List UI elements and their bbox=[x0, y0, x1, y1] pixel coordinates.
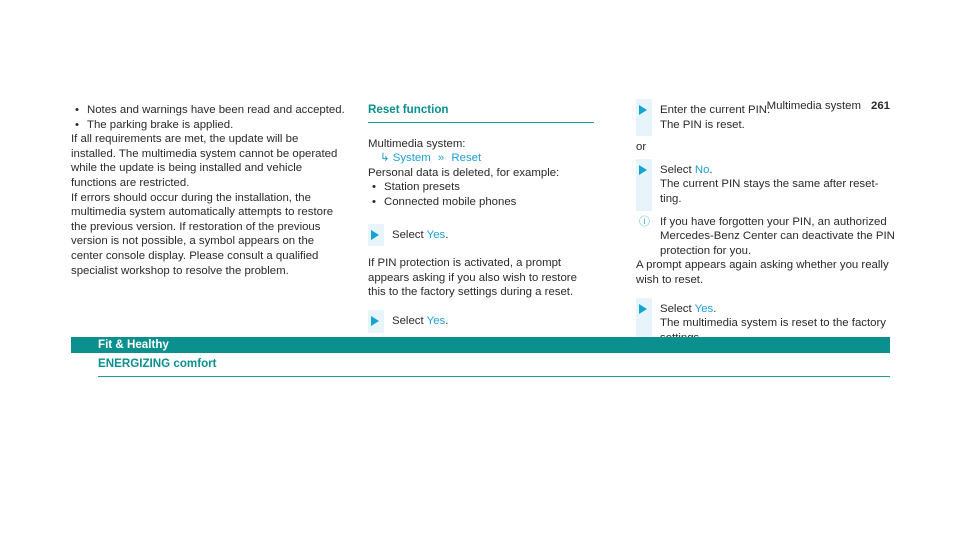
paragraph: Personal data is deleted, for example: bbox=[368, 166, 560, 179]
paragraph: If PIN protection is activated, a prompt appears asking if you also wish to restore this to the factory settings during a reset. bbox=[368, 257, 577, 299]
list-item: • Notes and warnings have been read and accepted. bbox=[75, 104, 345, 116]
path-system: System bbox=[392, 152, 431, 165]
path-reset: Reset bbox=[451, 152, 482, 165]
info-note: ⓘ If you have forgotten your PIN, an authorized Mercedes-Benz Center can deactivate the PIN protection for you. bbox=[639, 215, 895, 257]
bullet-icon: • bbox=[372, 181, 376, 194]
step-arrow-icon bbox=[639, 304, 647, 314]
step-arrow-icon bbox=[639, 105, 647, 115]
instruction-step: Enter the current PIN. The PIN is reset. bbox=[636, 103, 896, 132]
menu-path bbox=[368, 151, 594, 166]
step-arrow-icon bbox=[639, 165, 647, 175]
path-intro: Multimedia system: bbox=[368, 137, 466, 150]
option-yes: Yes bbox=[694, 302, 714, 315]
section-title: Reset function bbox=[368, 103, 594, 123]
bullet-icon: • bbox=[75, 104, 79, 116]
bullet-icon: • bbox=[75, 118, 79, 131]
page-number: 261 bbox=[870, 100, 890, 112]
list-item: • Station presets bbox=[372, 181, 460, 194]
page-header-title: Multimedia system bbox=[766, 100, 861, 112]
option-yes: Yes bbox=[426, 314, 446, 327]
double-chevron-icon: » bbox=[437, 152, 445, 165]
list-item: • Connected mobile phones bbox=[372, 195, 517, 208]
column-2 bbox=[368, 103, 594, 329]
bullet-icon: • bbox=[372, 195, 376, 208]
path-arrow-icon: ↳ bbox=[380, 152, 390, 165]
step-arrow-icon bbox=[371, 316, 379, 326]
list-item: • The parking brake is applied. bbox=[75, 118, 234, 131]
option-yes: Yes bbox=[426, 228, 446, 241]
paragraph: If all requirements are met, the update will be installed. The multimedia system cannot be operated while the update is being installed and vehicle functions are restricted. bbox=[71, 133, 338, 189]
paragraph: A prompt appears again asking whether you really wish to reset. bbox=[636, 259, 889, 286]
instruction-step: Select Yes. bbox=[368, 314, 594, 329]
instruction-step: Select No. The current PIN stays the same after reset-ting. bbox=[636, 163, 896, 207]
section-bar: Fit & Healthy bbox=[71, 337, 890, 353]
instruction-step: Select Yes. The multimedia system is reset to the factory bbox=[636, 302, 896, 346]
column-3 bbox=[636, 103, 896, 345]
info-icon: ⓘ bbox=[639, 215, 650, 228]
instruction-step: Select Yes. bbox=[368, 228, 594, 243]
step-arrow-icon bbox=[371, 230, 379, 240]
paragraph: If errors should occur during the installation, the multimedia system automatically attempts to restore the previous version. If restoration of the previous version is not possible, a symbol appears on the center console display. Please consult a qualified specialist workshop to resolve the problem. bbox=[71, 191, 334, 277]
column-1 bbox=[71, 103, 346, 278]
or-label: or bbox=[636, 141, 647, 154]
option-no: No bbox=[694, 163, 710, 176]
subsection-title: ENERGIZING comfort bbox=[98, 357, 890, 377]
